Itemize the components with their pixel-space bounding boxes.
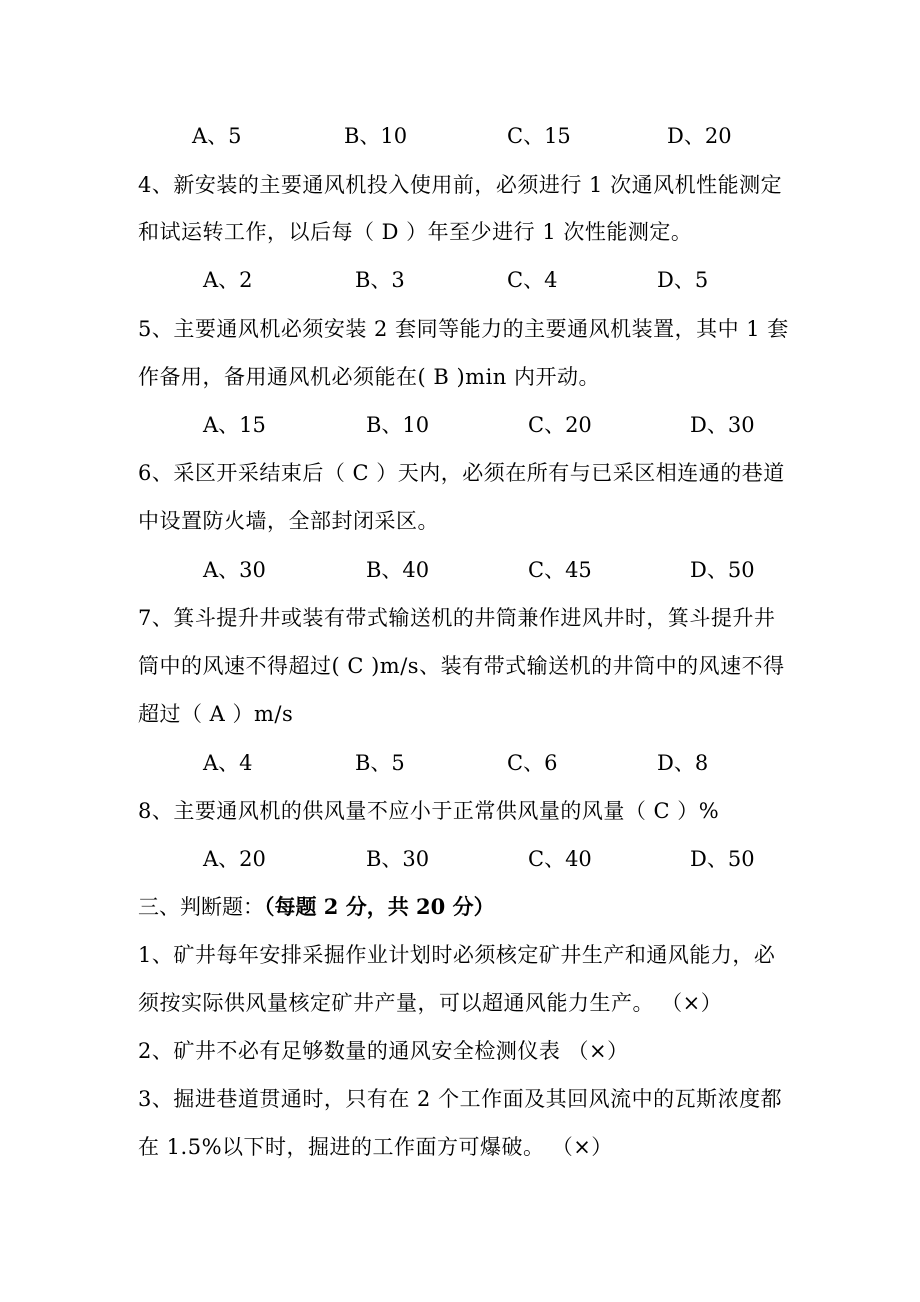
tf2-text-line1: 2、矿井不必有足够数量的通风安全检测仪表 （×） bbox=[138, 1039, 629, 1063]
q8-text-line1: 8、主要通风机的供风量不应小于正常供风量的风量（ C ）% bbox=[138, 799, 720, 823]
q3-option-c: C、15 bbox=[507, 124, 571, 148]
q8-option-d: D、50 bbox=[690, 847, 755, 871]
q5-text-line1: 5、主要通风机必须安装 2 套同等能力的主要通风机装置，其中 1 套 bbox=[138, 317, 789, 341]
q6-text-line2: 中设置防火墙，全部封闭采区。 bbox=[138, 509, 439, 533]
q5-text-line2: 作备用，备用通风机必须能在( B )min 内开动。 bbox=[138, 365, 600, 389]
q3-option-a: A、5 bbox=[192, 124, 242, 148]
q8-option-c: C、40 bbox=[528, 847, 592, 871]
q6-option-a: A、30 bbox=[203, 558, 266, 582]
section-heading-prefix: 三、判断题： bbox=[138, 895, 264, 919]
q6-option-d: D、50 bbox=[690, 558, 755, 582]
q7-text-line3: 超过（ A ）m/s bbox=[138, 702, 294, 726]
q7-option-c: C、6 bbox=[507, 751, 558, 775]
q4-option-b: B、3 bbox=[355, 268, 405, 292]
tf3-text-line2: 在 1.5%以下时，掘进的工作面方可爆破。 （×） bbox=[138, 1135, 613, 1159]
section-heading-judgment bbox=[138, 892, 495, 922]
q6-text-line1: 6、采区开采结束后（ C ）天内，必须在所有与已采区相连通的巷道 bbox=[138, 461, 785, 485]
q7-text-line2: 筒中的风速不得超过( C )m/s、装有带式输送机的井筒中的风速不得 bbox=[138, 654, 785, 678]
q4-option-c: C、4 bbox=[507, 268, 558, 292]
q4-option-a: A、2 bbox=[203, 268, 253, 292]
q6-option-c: C、45 bbox=[528, 558, 592, 582]
q5-option-b: B、10 bbox=[366, 413, 430, 437]
q5-option-a: A、15 bbox=[203, 413, 266, 437]
tf3-text-line1: 3、掘进巷道贯通时，只有在 2 个工作面及其回风流中的瓦斯浓度都 bbox=[138, 1087, 783, 1111]
q6-option-b: B、40 bbox=[366, 558, 430, 582]
q4-option-d: D、5 bbox=[657, 268, 709, 292]
q3-option-d: D、20 bbox=[667, 124, 732, 148]
q7-option-a: A、4 bbox=[203, 751, 253, 775]
q5-option-d: D、30 bbox=[690, 413, 755, 437]
q4-text-line2: 和试运转工作，以后每（ D ）年至少进行 1 次性能测定。 bbox=[138, 220, 693, 244]
q5-option-c: C、20 bbox=[528, 413, 592, 437]
q3-option-b: B、10 bbox=[344, 124, 408, 148]
section-heading-scoring: （每题 2 分，共 20 分） bbox=[264, 894, 495, 919]
q8-option-b: B、30 bbox=[366, 847, 430, 871]
q7-option-d: D、8 bbox=[657, 751, 709, 775]
q8-option-a: A、20 bbox=[203, 847, 266, 871]
tf1-text-line2: 须按实际供风量核定矿井产量，可以超通风能力生产。 （×） bbox=[138, 991, 723, 1015]
tf1-text-line1: 1、矿井每年安排采掘作业计划时必须核定矿井生产和通风能力，必 bbox=[138, 943, 776, 967]
q7-option-b: B、5 bbox=[355, 751, 405, 775]
q7-text-line1: 7、箕斗提升井或装有带式输送机的井筒兼作进风井时，箕斗提升井 bbox=[138, 606, 776, 630]
q4-text-line1: 4、新安装的主要通风机投入使用前，必须进行 1 次通风机性能测定 bbox=[138, 173, 783, 197]
